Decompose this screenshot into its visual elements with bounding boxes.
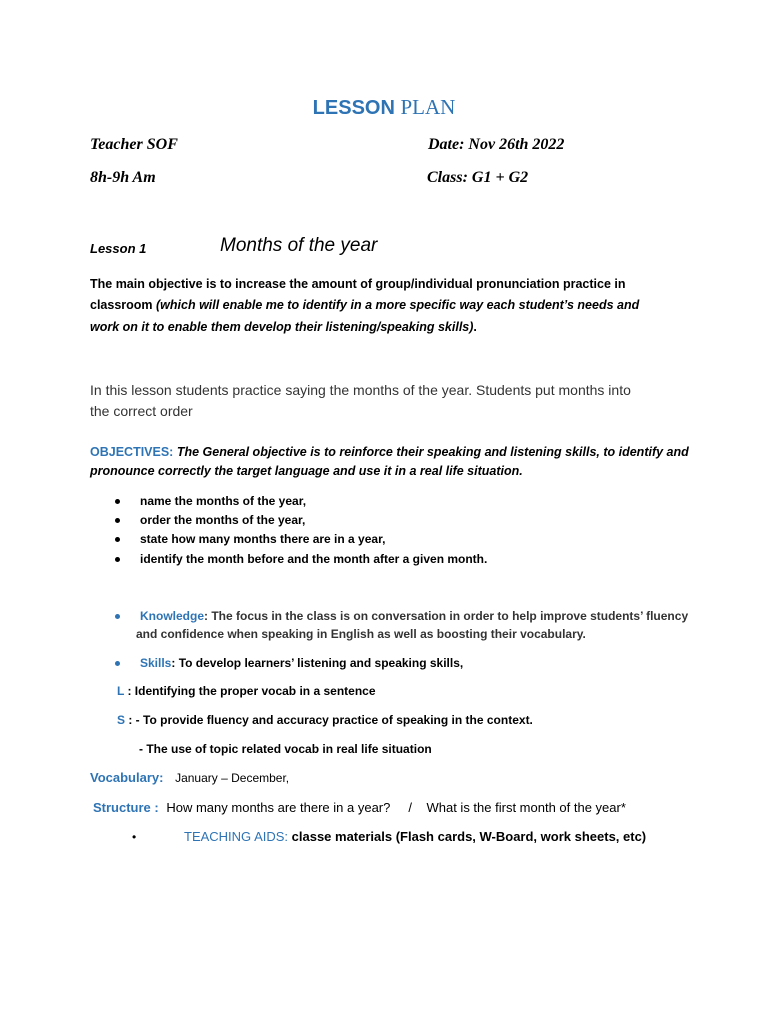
knowledge-text1: : The focus in the class is on conversation in order to help improve students’ fluency bbox=[204, 609, 689, 623]
lesson-time: 8h-9h Am bbox=[90, 169, 156, 186]
main-objective-line2 bbox=[90, 298, 639, 312]
objective-item-text: name the months of the year, bbox=[140, 494, 307, 508]
objective-item bbox=[115, 552, 487, 566]
objective-item-text: order the months of the year, bbox=[140, 513, 306, 527]
bullet-icon bbox=[115, 661, 120, 666]
objective-item bbox=[115, 513, 305, 527]
listening-label: L bbox=[117, 684, 125, 698]
objectives-text1: The General objective is to reinforce their speaking and listening skills, to identify and bbox=[173, 445, 689, 459]
structure-text: How many months are there in a year? / What is the first month of the year* bbox=[166, 800, 626, 815]
teaching-aids-label: TEACHING AIDS: bbox=[184, 829, 289, 844]
skills-speaking bbox=[117, 713, 533, 727]
speaking-text2: - The use of topic related vocab in real life situation bbox=[139, 742, 432, 756]
title-plan: PLAN bbox=[400, 95, 456, 119]
structure-line bbox=[93, 800, 626, 815]
knowledge-line2: and confidence when speaking in English as well as boosting their vocabulary. bbox=[136, 627, 586, 641]
bullet-icon bbox=[115, 518, 120, 523]
intro-line2: the correct order bbox=[90, 403, 193, 419]
lesson-number: Lesson 1 bbox=[90, 241, 147, 256]
bullet-icon bbox=[115, 614, 120, 619]
bullet-icon bbox=[115, 537, 120, 542]
vocabulary-text: January – December, bbox=[175, 771, 290, 785]
skills-label: Skills bbox=[140, 656, 172, 670]
bullet-icon bbox=[115, 499, 120, 504]
lesson-title: Months of the year bbox=[220, 235, 378, 256]
title-lesson: LESSON bbox=[312, 97, 395, 119]
page-title bbox=[0, 95, 768, 120]
speaking-text: : - To provide fluency and accuracy practice of speaking in the context. bbox=[125, 713, 533, 727]
main-objective-line3-italic: work on it to enable them develop their listening/speaking skills) bbox=[90, 320, 474, 334]
teaching-aids-line bbox=[184, 829, 646, 844]
teaching-aids-text: classe materials (Flash cards, W-Board, work sheets, etc) bbox=[288, 829, 647, 844]
objective-item-text: state how many months there are in a year, bbox=[140, 532, 386, 546]
listening-text: : Identifying the proper vocab in a sentence bbox=[124, 684, 376, 698]
main-objective-line2-italic: (which will enable me to identify in a more specific way each student’s needs and bbox=[156, 298, 640, 312]
main-objective-line3-end: . bbox=[473, 320, 477, 334]
speaking-label: S bbox=[117, 713, 126, 727]
objective-item bbox=[115, 532, 385, 546]
knowledge-line1 bbox=[115, 609, 688, 623]
skills-text: : To develop learners’ listening and speaking skills, bbox=[171, 656, 464, 670]
structure-label: Structure : bbox=[93, 800, 159, 815]
vocabulary-line bbox=[90, 770, 289, 785]
teaching-aids-bullet: • bbox=[132, 830, 137, 844]
objectives-line1 bbox=[90, 445, 689, 459]
objectives-line2: pronounce correctly the target language and use it in a real life situation. bbox=[90, 464, 523, 478]
knowledge-label: Knowledge bbox=[140, 609, 205, 623]
main-objective-line1: The main objective is to increase the amount of group/individual pronunciation practice in bbox=[90, 277, 626, 291]
main-objective-line2-plain: classroom bbox=[90, 298, 157, 312]
objective-item-text: identify the month before and the month after a given month. bbox=[140, 552, 488, 566]
class-groups: Class: G1 + G2 bbox=[427, 169, 529, 186]
intro-line1: In this lesson students practice saying the months of the year. Students put months into bbox=[90, 382, 631, 398]
objectives-label: OBJECTIVES: bbox=[90, 445, 174, 459]
bullet-icon bbox=[115, 557, 120, 562]
objective-item bbox=[115, 494, 306, 508]
skills-line bbox=[115, 656, 463, 670]
vocabulary-label: Vocabulary: bbox=[90, 770, 164, 785]
skills-listening bbox=[117, 684, 376, 698]
teacher-name: Teacher SOF bbox=[90, 136, 178, 153]
lesson-date: Date: Nov 26th 2022 bbox=[428, 136, 565, 153]
main-objective-line3 bbox=[90, 320, 477, 334]
